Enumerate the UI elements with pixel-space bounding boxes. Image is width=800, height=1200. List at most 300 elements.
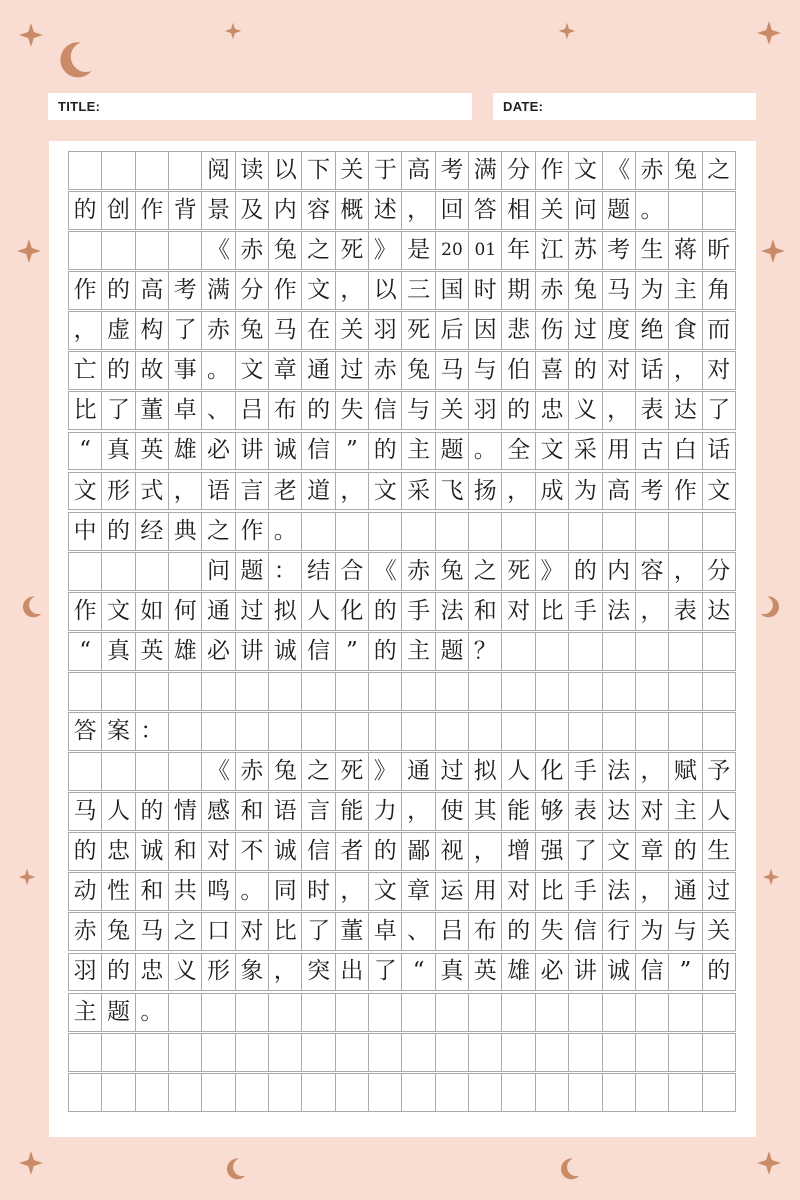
- grid-cell: [102, 231, 135, 270]
- grid-cell: [202, 712, 235, 751]
- grid-cell: [236, 1033, 269, 1072]
- grid-cell: 讲: [236, 632, 269, 671]
- grid-cell: [703, 712, 736, 751]
- date-field[interactable]: [493, 93, 756, 120]
- grid-cell: 01: [469, 231, 502, 270]
- grid-cell: [69, 1033, 102, 1072]
- star-icon: [18, 22, 44, 48]
- crescent-moon-icon: [758, 594, 784, 620]
- grid-cell: [536, 1073, 569, 1112]
- grid-cell: [603, 712, 636, 751]
- grid-cell: [636, 993, 669, 1032]
- grid-cell: 手: [569, 592, 602, 631]
- grid-cell: [369, 993, 402, 1032]
- grid-cell: 作: [669, 472, 702, 511]
- grid-cell: 赤: [202, 311, 235, 350]
- grid-cell: 文: [236, 351, 269, 390]
- grid-cell: [169, 231, 202, 270]
- grid-cell: 对: [502, 872, 535, 911]
- grid-cell: [636, 632, 669, 671]
- grid-cell: [169, 1033, 202, 1072]
- grid-cell: ？: [469, 632, 502, 671]
- grid-cell: 拟: [469, 752, 502, 791]
- grid-cell: 的: [502, 391, 535, 430]
- grid-cell: 形: [202, 953, 235, 992]
- grid-cell: [669, 632, 702, 671]
- grid-cell: 马: [136, 912, 169, 951]
- grid-row: [68, 592, 735, 631]
- grid-cell: [603, 672, 636, 711]
- grid-cell: 容: [636, 552, 669, 591]
- grid-cell: [102, 552, 135, 591]
- grid-cell: [236, 1073, 269, 1112]
- crescent-moon-icon: [18, 594, 44, 620]
- grid-cell: 相: [502, 191, 535, 230]
- grid-cell: 作: [69, 271, 102, 310]
- grid-row: [68, 712, 735, 751]
- grid-cell: 中: [69, 512, 102, 551]
- grid-cell: [636, 672, 669, 711]
- grid-cell: 通: [302, 351, 335, 390]
- grid-cell: ，: [636, 592, 669, 631]
- grid-cell: [269, 712, 302, 751]
- grid-cell: [436, 712, 469, 751]
- grid-cell: 度: [603, 311, 636, 350]
- grid-row: [68, 632, 735, 671]
- grid-cell: [469, 1033, 502, 1072]
- grid-cell: 述: [369, 191, 402, 230]
- grid-cell: 文: [302, 271, 335, 310]
- grid-cell: 了: [369, 953, 402, 992]
- grid-cell: 动: [69, 872, 102, 911]
- grid-cell: 兔: [436, 552, 469, 591]
- grid-cell: [469, 512, 502, 551]
- grid-cell: 章: [636, 832, 669, 871]
- grid-cell: 关: [536, 191, 569, 230]
- grid-cell: 突: [302, 953, 335, 992]
- grid-cell: 为: [636, 271, 669, 310]
- grid-cell: [136, 552, 169, 591]
- grid-cell: 苏: [569, 231, 602, 270]
- grid-cell: [536, 712, 569, 751]
- grid-cell: 分: [236, 271, 269, 310]
- grid-cell: [569, 1073, 602, 1112]
- grid-cell: 问: [202, 552, 235, 591]
- writing-grid: [68, 151, 735, 1123]
- grid-cell: 而: [703, 311, 736, 350]
- grid-cell: 关: [336, 151, 369, 190]
- grid-cell: 的: [369, 592, 402, 631]
- grid-cell: 悲: [502, 311, 535, 350]
- grid-cell: 赤: [69, 912, 102, 951]
- grid-cell: 。: [236, 872, 269, 911]
- date-label: DATE:: [503, 99, 544, 114]
- grid-row: [68, 552, 735, 591]
- grid-cell: 真: [102, 632, 135, 671]
- grid-cell: 是: [402, 231, 435, 270]
- grid-cell: 食: [669, 311, 702, 350]
- grid-cell: [102, 1033, 135, 1072]
- grid-cell: [703, 512, 736, 551]
- grid-cell: [269, 993, 302, 1032]
- grid-row: [68, 231, 735, 270]
- grid-cell: 话: [636, 351, 669, 390]
- title-field[interactable]: [48, 93, 472, 120]
- grid-cell: 羽: [69, 953, 102, 992]
- grid-cell: [369, 512, 402, 551]
- grid-cell: 对: [202, 832, 235, 871]
- grid-cell: 关: [703, 912, 736, 951]
- grid-cell: 与: [669, 912, 702, 951]
- grid-row: [68, 151, 735, 190]
- grid-cell: 典: [169, 512, 202, 551]
- grid-cell: 分: [703, 552, 736, 591]
- grid-cell: 以: [269, 151, 302, 190]
- grid-cell: [669, 1073, 702, 1112]
- grid-cell: [436, 672, 469, 711]
- star-icon: [224, 22, 242, 40]
- grid-cell: 和: [169, 832, 202, 871]
- grid-cell: 老: [269, 472, 302, 511]
- grid-cell: [569, 1033, 602, 1072]
- grid-cell: 死: [336, 231, 369, 270]
- grid-cell: 必: [202, 432, 235, 471]
- grid-cell: 化: [336, 592, 369, 631]
- grid-cell: [703, 993, 736, 1032]
- grid-cell: 赤: [636, 151, 669, 190]
- grid-cell: 对: [236, 912, 269, 951]
- grid-cell: 故: [136, 351, 169, 390]
- grid-cell: 《: [202, 231, 235, 270]
- grid-cell: 之: [469, 552, 502, 591]
- grid-cell: 人: [102, 792, 135, 831]
- grid-cell: 作: [136, 191, 169, 230]
- grid-cell: 羽: [369, 311, 402, 350]
- grid-cell: 的: [569, 351, 602, 390]
- grid-cell: 于: [369, 151, 402, 190]
- grid-row: [68, 472, 735, 511]
- grid-cell: [436, 1073, 469, 1112]
- grid-cell: 雄: [169, 432, 202, 471]
- grid-cell: 信: [302, 632, 335, 671]
- grid-cell: 象: [236, 953, 269, 992]
- grid-cell: 后: [436, 311, 469, 350]
- grid-cell: 人: [302, 592, 335, 631]
- grid-row: [68, 311, 735, 350]
- grid-cell: 问: [569, 191, 602, 230]
- grid-cell: 角: [703, 271, 736, 310]
- grid-cell: 之: [302, 231, 335, 270]
- grid-cell: 成: [536, 472, 569, 511]
- grid-cell: 作: [269, 271, 302, 310]
- grid-cell: 喜: [536, 351, 569, 390]
- grid-cell: 容: [302, 191, 335, 230]
- grid-cell: 法: [603, 592, 636, 631]
- grid-cell: 》: [369, 752, 402, 791]
- grid-cell: 予: [703, 752, 736, 791]
- grid-cell: 失: [536, 912, 569, 951]
- grid-cell: [136, 1033, 169, 1072]
- grid-cell: [236, 712, 269, 751]
- grid-cell: [669, 1033, 702, 1072]
- grid-cell: 语: [269, 792, 302, 831]
- grid-cell: [703, 632, 736, 671]
- grid-cell: 生: [636, 231, 669, 270]
- grid-cell: 生: [703, 832, 736, 871]
- grid-cell: [436, 1033, 469, 1072]
- grid-cell: 马: [269, 311, 302, 350]
- grid-cell: [569, 632, 602, 671]
- grid-cell: 雄: [502, 953, 535, 992]
- grid-cell: 虚: [102, 311, 135, 350]
- grid-cell: 的: [102, 512, 135, 551]
- grid-cell: 赤: [536, 271, 569, 310]
- grid-cell: 之: [703, 151, 736, 190]
- grid-cell: 高: [402, 151, 435, 190]
- grid-cell: [402, 993, 435, 1032]
- grid-cell: 主: [669, 792, 702, 831]
- grid-cell: 下: [302, 151, 335, 190]
- grid-cell: ，: [336, 271, 369, 310]
- grid-cell: 景: [202, 191, 235, 230]
- grid-cell: [536, 512, 569, 551]
- grid-cell: [202, 993, 235, 1032]
- grid-row: [68, 993, 735, 1032]
- grid-cell: 强: [536, 832, 569, 871]
- grid-cell: 卓: [169, 391, 202, 430]
- grid-cell: 增: [502, 832, 535, 871]
- grid-cell: [636, 712, 669, 751]
- grid-cell: 内: [603, 552, 636, 591]
- grid-cell: 采: [569, 432, 602, 471]
- grid-cell: 了: [102, 391, 135, 430]
- grid-cell: 的: [569, 552, 602, 591]
- grid-cell: [469, 712, 502, 751]
- grid-cell: 的: [502, 912, 535, 951]
- grid-cell: ，: [402, 191, 435, 230]
- grid-cell: 法: [603, 752, 636, 791]
- grid-cell: 过: [703, 872, 736, 911]
- grid-cell: 信: [636, 953, 669, 992]
- grid-cell: 能: [336, 792, 369, 831]
- grid-row: [68, 832, 735, 871]
- grid-row: [68, 271, 735, 310]
- grid-cell: 诚: [269, 632, 302, 671]
- grid-row: [68, 1073, 735, 1112]
- grid-cell: 对: [703, 351, 736, 390]
- grid-cell: 》: [536, 552, 569, 591]
- grid-cell: [669, 191, 702, 230]
- grid-cell: 英: [136, 632, 169, 671]
- grid-cell: 口: [202, 912, 235, 951]
- grid-cell: 话: [703, 432, 736, 471]
- grid-cell: 用: [603, 432, 636, 471]
- grid-cell: ，: [269, 953, 302, 992]
- grid-cell: [502, 993, 535, 1032]
- grid-cell: 通: [402, 752, 435, 791]
- grid-cell: 作: [536, 151, 569, 190]
- grid-cell: [436, 993, 469, 1032]
- grid-cell: [402, 512, 435, 551]
- grid-cell: [536, 672, 569, 711]
- grid-cell: 诚: [136, 832, 169, 871]
- grid-cell: 章: [269, 351, 302, 390]
- grid-cell: [302, 1033, 335, 1072]
- grid-cell: 视: [436, 832, 469, 871]
- grid-cell: 与: [402, 391, 435, 430]
- grid-cell: 董: [136, 391, 169, 430]
- grid-cell: 运: [436, 872, 469, 911]
- grid-cell: 题: [436, 632, 469, 671]
- grid-cell: [469, 672, 502, 711]
- grid-cell: 和: [136, 872, 169, 911]
- grid-cell: 考: [603, 231, 636, 270]
- grid-cell: 期: [502, 271, 535, 310]
- grid-cell: ，: [603, 391, 636, 430]
- grid-cell: 赤: [236, 752, 269, 791]
- grid-cell: 作: [69, 592, 102, 631]
- grid-cell: [703, 191, 736, 230]
- grid-cell: [703, 1033, 736, 1072]
- grid-cell: 的: [102, 351, 135, 390]
- grid-cell: 赋: [669, 752, 702, 791]
- grid-cell: [469, 1073, 502, 1112]
- grid-cell: 言: [236, 472, 269, 511]
- grid-cell: [102, 151, 135, 190]
- grid-cell: [636, 1073, 669, 1112]
- grid-cell: [336, 672, 369, 711]
- grid-cell: 创: [102, 191, 135, 230]
- grid-cell: 兔: [102, 912, 135, 951]
- grid-cell: ，: [502, 472, 535, 511]
- grid-cell: [636, 512, 669, 551]
- grid-cell: [169, 552, 202, 591]
- grid-cell: 诚: [269, 832, 302, 871]
- grid-cell: [169, 712, 202, 751]
- grid-cell: 用: [469, 872, 502, 911]
- grid-cell: 忠: [136, 953, 169, 992]
- grid-cell: [302, 712, 335, 751]
- grid-cell: 对: [603, 351, 636, 390]
- grid-cell: 三: [402, 271, 435, 310]
- star-icon: [756, 20, 782, 46]
- grid-cell: [69, 552, 102, 591]
- grid-cell: 《: [603, 151, 636, 190]
- grid-cell: [569, 712, 602, 751]
- grid-cell: 、: [402, 912, 435, 951]
- grid-row: [68, 912, 735, 951]
- grid-cell: [102, 672, 135, 711]
- grid-cell: 的: [369, 832, 402, 871]
- grid-cell: 其: [469, 792, 502, 831]
- grid-cell: 满: [469, 151, 502, 190]
- grid-cell: 的: [69, 832, 102, 871]
- grid-cell: ，: [402, 792, 435, 831]
- grid-cell: 如: [136, 592, 169, 631]
- grid-cell: 的: [69, 191, 102, 230]
- grid-cell: 。: [202, 351, 235, 390]
- grid-cell: 过: [569, 311, 602, 350]
- grid-cell: 表: [569, 792, 602, 831]
- grid-cell: 必: [202, 632, 235, 671]
- grid-cell: [369, 672, 402, 711]
- grid-cell: 读: [236, 151, 269, 190]
- grid-cell: 道: [302, 472, 335, 511]
- grid-cell: [169, 151, 202, 190]
- grid-cell: [603, 512, 636, 551]
- grid-cell: 文: [369, 472, 402, 511]
- grid-cell: [136, 151, 169, 190]
- star-icon: [558, 22, 576, 40]
- grid-cell: [169, 1073, 202, 1112]
- grid-cell: 白: [669, 432, 702, 471]
- grid-cell: 伤: [536, 311, 569, 350]
- grid-cell: 关: [336, 311, 369, 350]
- grid-cell: 和: [236, 792, 269, 831]
- crescent-moon-icon: [556, 1156, 582, 1182]
- grid-cell: ，: [336, 472, 369, 511]
- grid-cell: 分: [502, 151, 535, 190]
- grid-cell: 不: [236, 832, 269, 871]
- grid-cell: 阅: [202, 151, 235, 190]
- grid-cell: 了: [703, 391, 736, 430]
- grid-cell: 背: [169, 191, 202, 230]
- grid-cell: 死: [402, 311, 435, 350]
- grid-cell: 的: [369, 632, 402, 671]
- grid-cell: [269, 1033, 302, 1072]
- grid-cell: 蒋: [669, 231, 702, 270]
- grid-cell: 吕: [236, 391, 269, 430]
- grid-cell: 性: [102, 872, 135, 911]
- title-label: TITLE:: [58, 99, 101, 114]
- grid-cell: [536, 632, 569, 671]
- grid-cell: 马: [69, 792, 102, 831]
- grid-cell: [636, 1033, 669, 1072]
- grid-cell: 之: [302, 752, 335, 791]
- grid-cell: 构: [136, 311, 169, 350]
- grid-cell: [169, 993, 202, 1032]
- grid-cell: 手: [569, 752, 602, 791]
- grid-cell: 布: [269, 391, 302, 430]
- grid-cell: 与: [469, 351, 502, 390]
- grid-cell: 时: [302, 872, 335, 911]
- grid-cell: 够: [536, 792, 569, 831]
- grid-cell: 题: [102, 993, 135, 1032]
- grid-cell: 为: [569, 472, 602, 511]
- grid-cell: 题: [236, 552, 269, 591]
- grid-cell: “: [402, 953, 435, 992]
- grid-cell: [336, 993, 369, 1032]
- grid-cell: 采: [402, 472, 435, 511]
- grid-cell: 式: [136, 472, 169, 511]
- grid-cell: 董: [336, 912, 369, 951]
- grid-cell: 的: [369, 432, 402, 471]
- grid-cell: [536, 993, 569, 1032]
- grid-cell: 兔: [269, 231, 302, 270]
- grid-cell: 经: [136, 512, 169, 551]
- grid-cell: “: [69, 432, 102, 471]
- grid-cell: 羽: [469, 391, 502, 430]
- grid-cell: [502, 1033, 535, 1072]
- grid-cell: 英: [136, 432, 169, 471]
- grid-cell: 年: [502, 231, 535, 270]
- grid-cell: 考: [169, 271, 202, 310]
- grid-cell: 达: [669, 391, 702, 430]
- grid-cell: 兔: [669, 151, 702, 190]
- grid-cell: [336, 512, 369, 551]
- grid-cell: [669, 512, 702, 551]
- grid-cell: 扬: [469, 472, 502, 511]
